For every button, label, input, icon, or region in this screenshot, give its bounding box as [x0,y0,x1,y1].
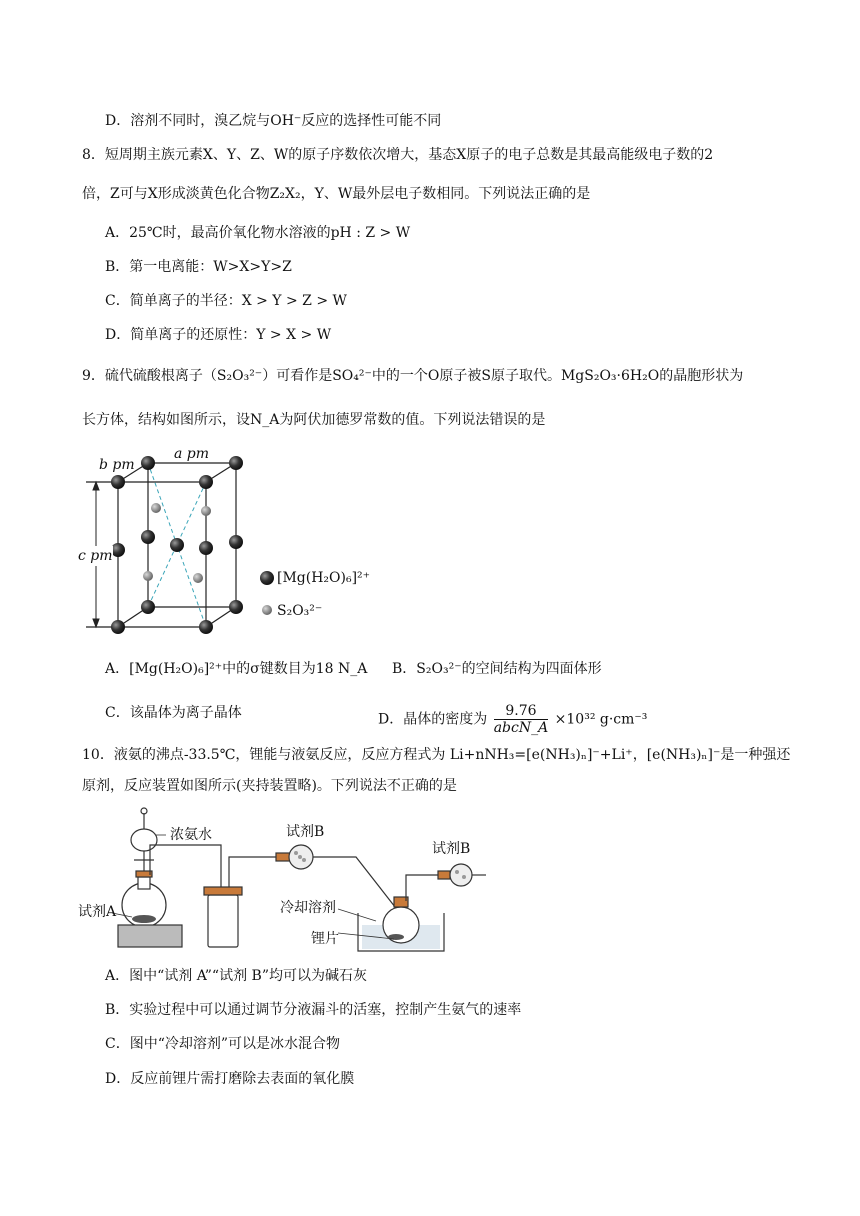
q9-d-prefix: D．晶体的密度为 [378,711,488,728]
q8-option-b: B．第一电离能：W>X>Y>Z [105,259,292,275]
q8-option-c: C．简单离子的半径：X > Y > Z > W [105,293,347,309]
q8-stem-line1: 8．短周期主族元素X、Y、Z、W的原子序数依次增大，基态X原子的电子总数是其最高能级电子数的2 [82,147,714,163]
legend-thiosulfate: S₂O₃²⁻ [277,603,323,619]
dim-label-c: c pm [78,548,113,564]
q8-option-d: D．简单离子的还原性：Y > X > W [105,327,332,343]
q9-option-a: A．[Mg(H₂O)₆]²⁺中的σ键数目为18 N_A [105,661,368,677]
q9-d-suffix: ×10³² g·cm⁻³ [554,711,648,728]
q9-stem-line2: 长方体，结构如图所示，设N_A为阿伏加德罗常数的值。下列说法错误的是 [82,412,546,428]
dim-label-a: a pm [174,446,210,462]
q9-option-d [378,703,647,736]
density-denominator: abcN_A [493,720,549,736]
q10-option-a: A．图中“试剂 A”“试剂 B”均可以为碱石灰 [105,968,367,984]
q10-stem-line1: 10．液氨的沸点-33.5℃，锂能与液氨反应，反应方程式为 Li+nNH₃=[e(NH₃)ₙ]⁻+Li⁺，[e(NH₃)ₙ]⁻是一种强还 [82,747,791,763]
density-numerator: 9.76 [494,703,549,720]
q10-option-c: C．图中“冷却溶剂”可以是冰水混合物 [105,1036,341,1052]
label-ammonia-water: 浓氨水 [170,827,212,843]
label-reagent-b-1: 试剂B [286,824,325,840]
density-fraction [494,703,549,736]
q8-option-a: A．25℃时，最高价氧化物水溶液的pH : Z > W [105,225,411,241]
q10-stem-line2: 原剂，反应装置如图所示(夹持装置略)。下列说法不正确的是 [82,778,457,794]
label-reagent-a: 试剂A [78,904,117,920]
q8-stem-line2: 倍，Z可与X形成淡黄色化合物Z₂X₂，Y、W最外层电子数相同。下列说法正确的是 [82,186,591,202]
q10-option-d: D．反应前锂片需打磨除去表面的氧化膜 [105,1071,355,1087]
q7-option-d: D．溶剂不同时，溴乙烷与OH⁻反应的选择性可能不同 [105,113,442,129]
label-lithium: 锂片 [311,931,339,947]
q9-stem-line1: 9．硫代硫酸根离子（S₂O₃²⁻）可看作是SO₄²⁻中的一个O原子被S原子取代。MgS₂O₃·6H₂O的晶胞形状为 [82,368,744,384]
legend-mg-complex: [Mg(H₂O)₆]²⁺ [277,570,371,586]
label-reagent-b-2: 试剂B [432,841,471,857]
label-coolant: 冷却溶剂 [280,900,336,916]
q9-option-c: C．该晶体为离子晶体 [105,705,242,721]
q9-option-b: B．S₂O₃²⁻的空间结构为四面体形 [392,661,602,677]
dim-label-b: b pm [99,457,135,473]
q10-option-b: B．实验过程中可以通过调节分液漏斗的活塞，控制产生氨气的速率 [105,1002,522,1018]
